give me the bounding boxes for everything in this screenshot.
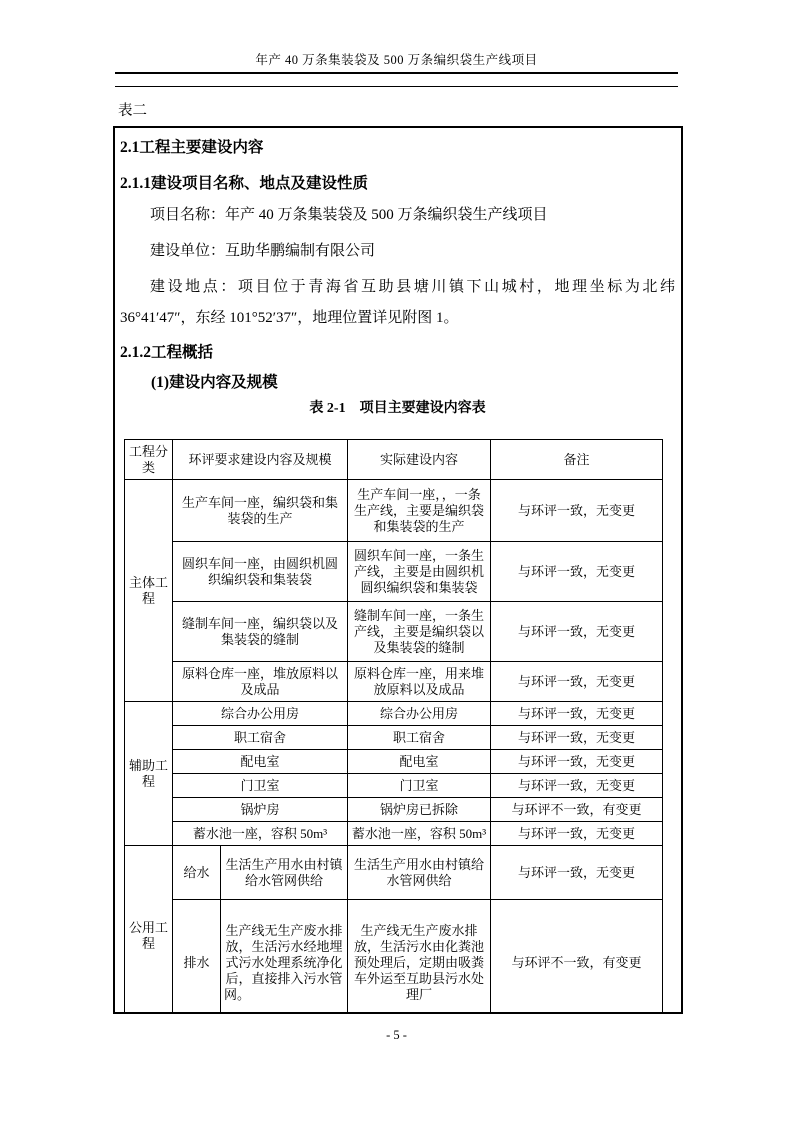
table-cell-note: 与环评一致，无变更 xyxy=(491,702,663,726)
table-cell-actual: 蓄水池一座，容积 50m³ xyxy=(348,822,491,846)
table-row xyxy=(125,662,663,702)
table-cell-req: 原料仓库一座，堆放原料以及成品 xyxy=(173,662,348,702)
table-row xyxy=(125,726,663,750)
header-divider-line-bottom xyxy=(115,86,678,87)
table-two-label: 表二 xyxy=(118,103,147,119)
table-cell-req: 圆织车间一座，由圆织机圆织编织袋和集装袋 xyxy=(173,542,348,602)
table-cell-req: 蓄水池一座，容积 50m³ xyxy=(173,822,348,846)
table-cell-actual: 原料仓库一座，用来堆放原料以及成品 xyxy=(348,662,491,702)
table-row xyxy=(125,702,663,726)
construction-content-table xyxy=(124,439,663,1014)
table-row xyxy=(125,900,663,1015)
table-row xyxy=(125,774,663,798)
heading-2-1: 2.1工程主要建设内容 xyxy=(120,139,264,156)
table-cell-note: 与环评一致，无变更 xyxy=(491,480,663,542)
table-cell-note: 与环评一致，无变更 xyxy=(491,662,663,702)
table-cell-req: 生产线无生产废水排放，生活污水经地埋式污水处理系统净化后，直接排入污水管网。 xyxy=(221,900,348,1015)
table-cell-req: 门卫室 xyxy=(173,774,348,798)
table-header-cell-category: 工程分类 xyxy=(125,440,173,480)
sub-label-cell-drainage: 排水 xyxy=(173,900,221,1015)
table-cell-req: 配电室 xyxy=(173,750,348,774)
table-cell-note: 与环评一致，无变更 xyxy=(491,726,663,750)
section-label-cell-public: 公用工程 xyxy=(125,846,173,1015)
table-row xyxy=(125,846,663,900)
table-header-cell-note: 备注 xyxy=(491,440,663,480)
table-cell-note: 与环评不一致，有变更 xyxy=(491,900,663,1015)
table-cell-actual: 缝制车间一座，一条生产线，主要是编织袋以及集装袋的缝制 xyxy=(348,602,491,662)
page-header-title: 年产 40 万条集装袋及 500 万条编织袋生产线项目 xyxy=(255,53,538,67)
heading-2-1-1: 2.1.1建设项目名称、地点及建设性质 xyxy=(120,175,369,192)
section-label-cell-main: 主体工程 xyxy=(125,480,173,702)
heading-scale: (1)建设内容及规模 xyxy=(151,374,278,391)
content-frame xyxy=(113,126,683,1014)
paragraph-construction-unit: 建设单位：互助华鹏编制有限公司 xyxy=(150,243,376,259)
table-cell-actual: 职工宿舍 xyxy=(348,726,491,750)
table-header-cell-actual: 实际建设内容 xyxy=(348,440,491,480)
table-cell-note: 与环评一致，无变更 xyxy=(491,750,663,774)
table-cell-req: 生活生产用水由村镇给水管网供给 xyxy=(221,846,348,900)
paragraph-project-name: 项目名称：年产 40 万条集装袋及 500 万条编织袋生产线项目 xyxy=(150,207,548,223)
table-cell-req: 生产车间一座，编织袋和集装袋的生产 xyxy=(173,480,348,542)
section-label-cell-auxiliary: 辅助工程 xyxy=(125,702,173,846)
table-cell-note: 与环评一致，无变更 xyxy=(491,846,663,900)
table-row xyxy=(125,750,663,774)
table-cell-note: 与环评一致，无变更 xyxy=(491,602,663,662)
heading-2-1-2: 2.1.2工程概括 xyxy=(120,344,214,361)
table-header-row xyxy=(125,440,663,480)
sub-label-cell-water-supply: 给水 xyxy=(173,846,221,900)
table-cell-actual: 生产车间一座，，一条生产线，主要是编织袋和集装袋的生产 xyxy=(348,480,491,542)
table-cell-note: 与环评不一致，有变更 xyxy=(491,798,663,822)
header-divider-line-top xyxy=(115,72,678,74)
table-cell-req: 职工宿舍 xyxy=(173,726,348,750)
table-cell-actual: 综合办公用房 xyxy=(348,702,491,726)
table-row xyxy=(125,602,663,662)
table-row xyxy=(125,542,663,602)
table-cell-note: 与环评一致，无变更 xyxy=(491,774,663,798)
table-cell-note: 与环评一致，无变更 xyxy=(491,542,663,602)
table-cell-actual: 圆织车间一座，一条生产线，主要是由圆织机圆织编织袋和集装袋 xyxy=(348,542,491,602)
table-cell-note: 与环评一致，无变更 xyxy=(491,822,663,846)
page-number: - 5 - xyxy=(386,1028,407,1042)
table-cell-req: 缝制车间一座，编织袋以及集装袋的缝制 xyxy=(173,602,348,662)
table-row xyxy=(125,822,663,846)
table-cell-actual: 生活生产用水由村镇给水管网供给 xyxy=(348,846,491,900)
table-cell-actual: 配电室 xyxy=(348,750,491,774)
table-cell-req: 综合办公用房 xyxy=(173,702,348,726)
table-caption: 表 2-1 项目主要建设内容表 xyxy=(309,401,486,416)
table-header-cell-required: 环评要求建设内容及规模 xyxy=(173,440,348,480)
table-row xyxy=(125,480,663,542)
paragraph-construction-site: 建设地点：项目位于青海省互助县塘川镇下山城村，地理坐标为北纬 36°41′47″，东经 101°52′37″，地理位置详见附图 1。 xyxy=(120,279,675,326)
table-cell-actual: 锅炉房已拆除 xyxy=(348,798,491,822)
table-row xyxy=(125,798,663,822)
table-cell-req: 锅炉房 xyxy=(173,798,348,822)
table-cell-actual: 生产线无生产废水排放，生活污水由化粪池预处理后，定期由吸粪车外运至互助县污水处理厂 xyxy=(348,900,491,1015)
table-cell-actual: 门卫室 xyxy=(348,774,491,798)
